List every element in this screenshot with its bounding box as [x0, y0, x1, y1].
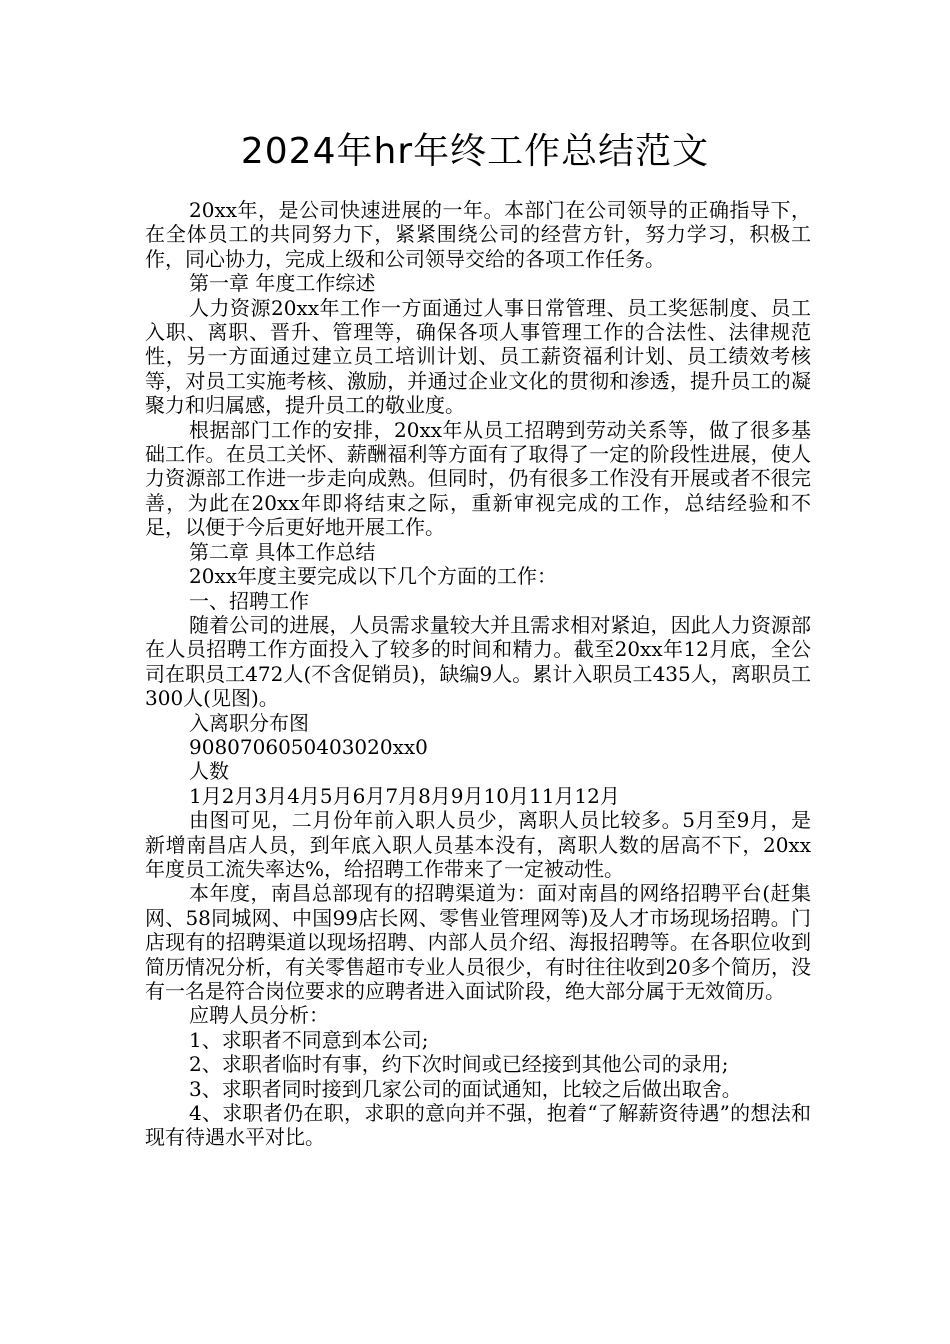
document-body	[145, 198, 811, 1150]
list-heading: 应聘人员分析：	[189, 1003, 329, 1028]
chapter-two-heading: 第二章 具体工作总结	[189, 539, 376, 564]
chapter-one-heading: 第一章 年度工作综述	[189, 271, 376, 296]
figure-axis-label: 人数	[189, 759, 229, 784]
body-paragraph: 人力资源20xx年工作一方面通过人事日常管理、员工奖惩制度、员工入职、离职、晋升、管理等，确保各项人事管理工作的合法性、法律规范性，另一方面通过建立员工培训计划、员工薪资福利计划、员工绩效考核等，对员工实施考核、激励，并通过企业文化的贯彻和渗透，提升员工的凝聚力和归属感，提升员工的敬业度。	[145, 295, 811, 418]
list-item: 1、求职者不同意到本公司;	[189, 1027, 429, 1052]
body-paragraph: 由图可见，二月份年前入职人员少，离职人员比较多。5月至9月，是新增南昌店人员，到年底入职人员基本没有，离职人数的居高不下，20xx年度员工流失率达%，给招聘工作带来了一定被动性。	[145, 808, 811, 881]
body-paragraph: 20xx年度主要完成以下几个方面的工作：	[189, 564, 558, 589]
intro-paragraph: 20xx年，是公司快速进展的一年。本部门在公司领导的正确指导下，在全体员工的共同努力下，紧紧围绕公司的经营方针，努力学习，积极工作，同心协力，完成上级和公司领导交给的各项工作任务。	[145, 198, 811, 271]
body-paragraph: 本年度，南昌总部现有的招聘渠道为：面对南昌的网络招聘平台(赶集网、58同城网、中国99店长网、零售业管理网等)及人才市场现场招聘。门店现有的招聘渠道以现场招聘、内部人员介绍、海报招聘等。在各职位收到简历情况分析，有关零售超市专业人员很少，有时往往收到20多个简历，没有一名是符合岗位要求的应聘者进入面试阶段，绝大部分属于无效简历。	[145, 881, 811, 1003]
list-item: 3、求职者同时接到几家公司的面试通知，比较之后做出取舍。	[189, 1076, 742, 1101]
body-paragraph: 根据部门工作的安排，20xx年从员工招聘到劳动关系等，做了很多基础工作。在员工关怀、薪酬福利等方面有了取得了一定的阶段性进展，使人力资源部工作进一步走向成熟。但同时，仍有很多工作没有开展或者不很完善，为此在20xx年即将结束之际，重新审视完成的工作，总结经验和不足，以便于今后更好地开展工作。	[145, 417, 811, 540]
figure-caption: 入离职分布图	[189, 710, 309, 735]
section-heading-recruitment: 一、招聘工作	[189, 588, 309, 613]
list-item: 2、求职者临时有事，约下次时间或已经接到其他公司的录用;	[189, 1052, 729, 1077]
list-item: 4、求职者仍在职，求职的意向并不强，抱着“了解薪资待遇”的想法和现有待遇水平对比。	[145, 1101, 811, 1150]
figure-axis-values: 9080706050403020xx0	[189, 734, 428, 759]
figure-month-labels: 1月2月3月4月5月6月7月8月9月10月11月12月	[189, 783, 620, 808]
document-title: 2024年hr年终工作总结范文	[240, 131, 710, 172]
body-paragraph: 随着公司的进展，人员需求量较大并且需求相对紧迫，因此人力资源部在人员招聘工作方面投入了较多的时间和精力。截至20xx年12月底，全公司在职员工472人(不含促销员)，缺编9人。累计入职员工435人，离职员工300人(见图)。	[145, 612, 811, 711]
